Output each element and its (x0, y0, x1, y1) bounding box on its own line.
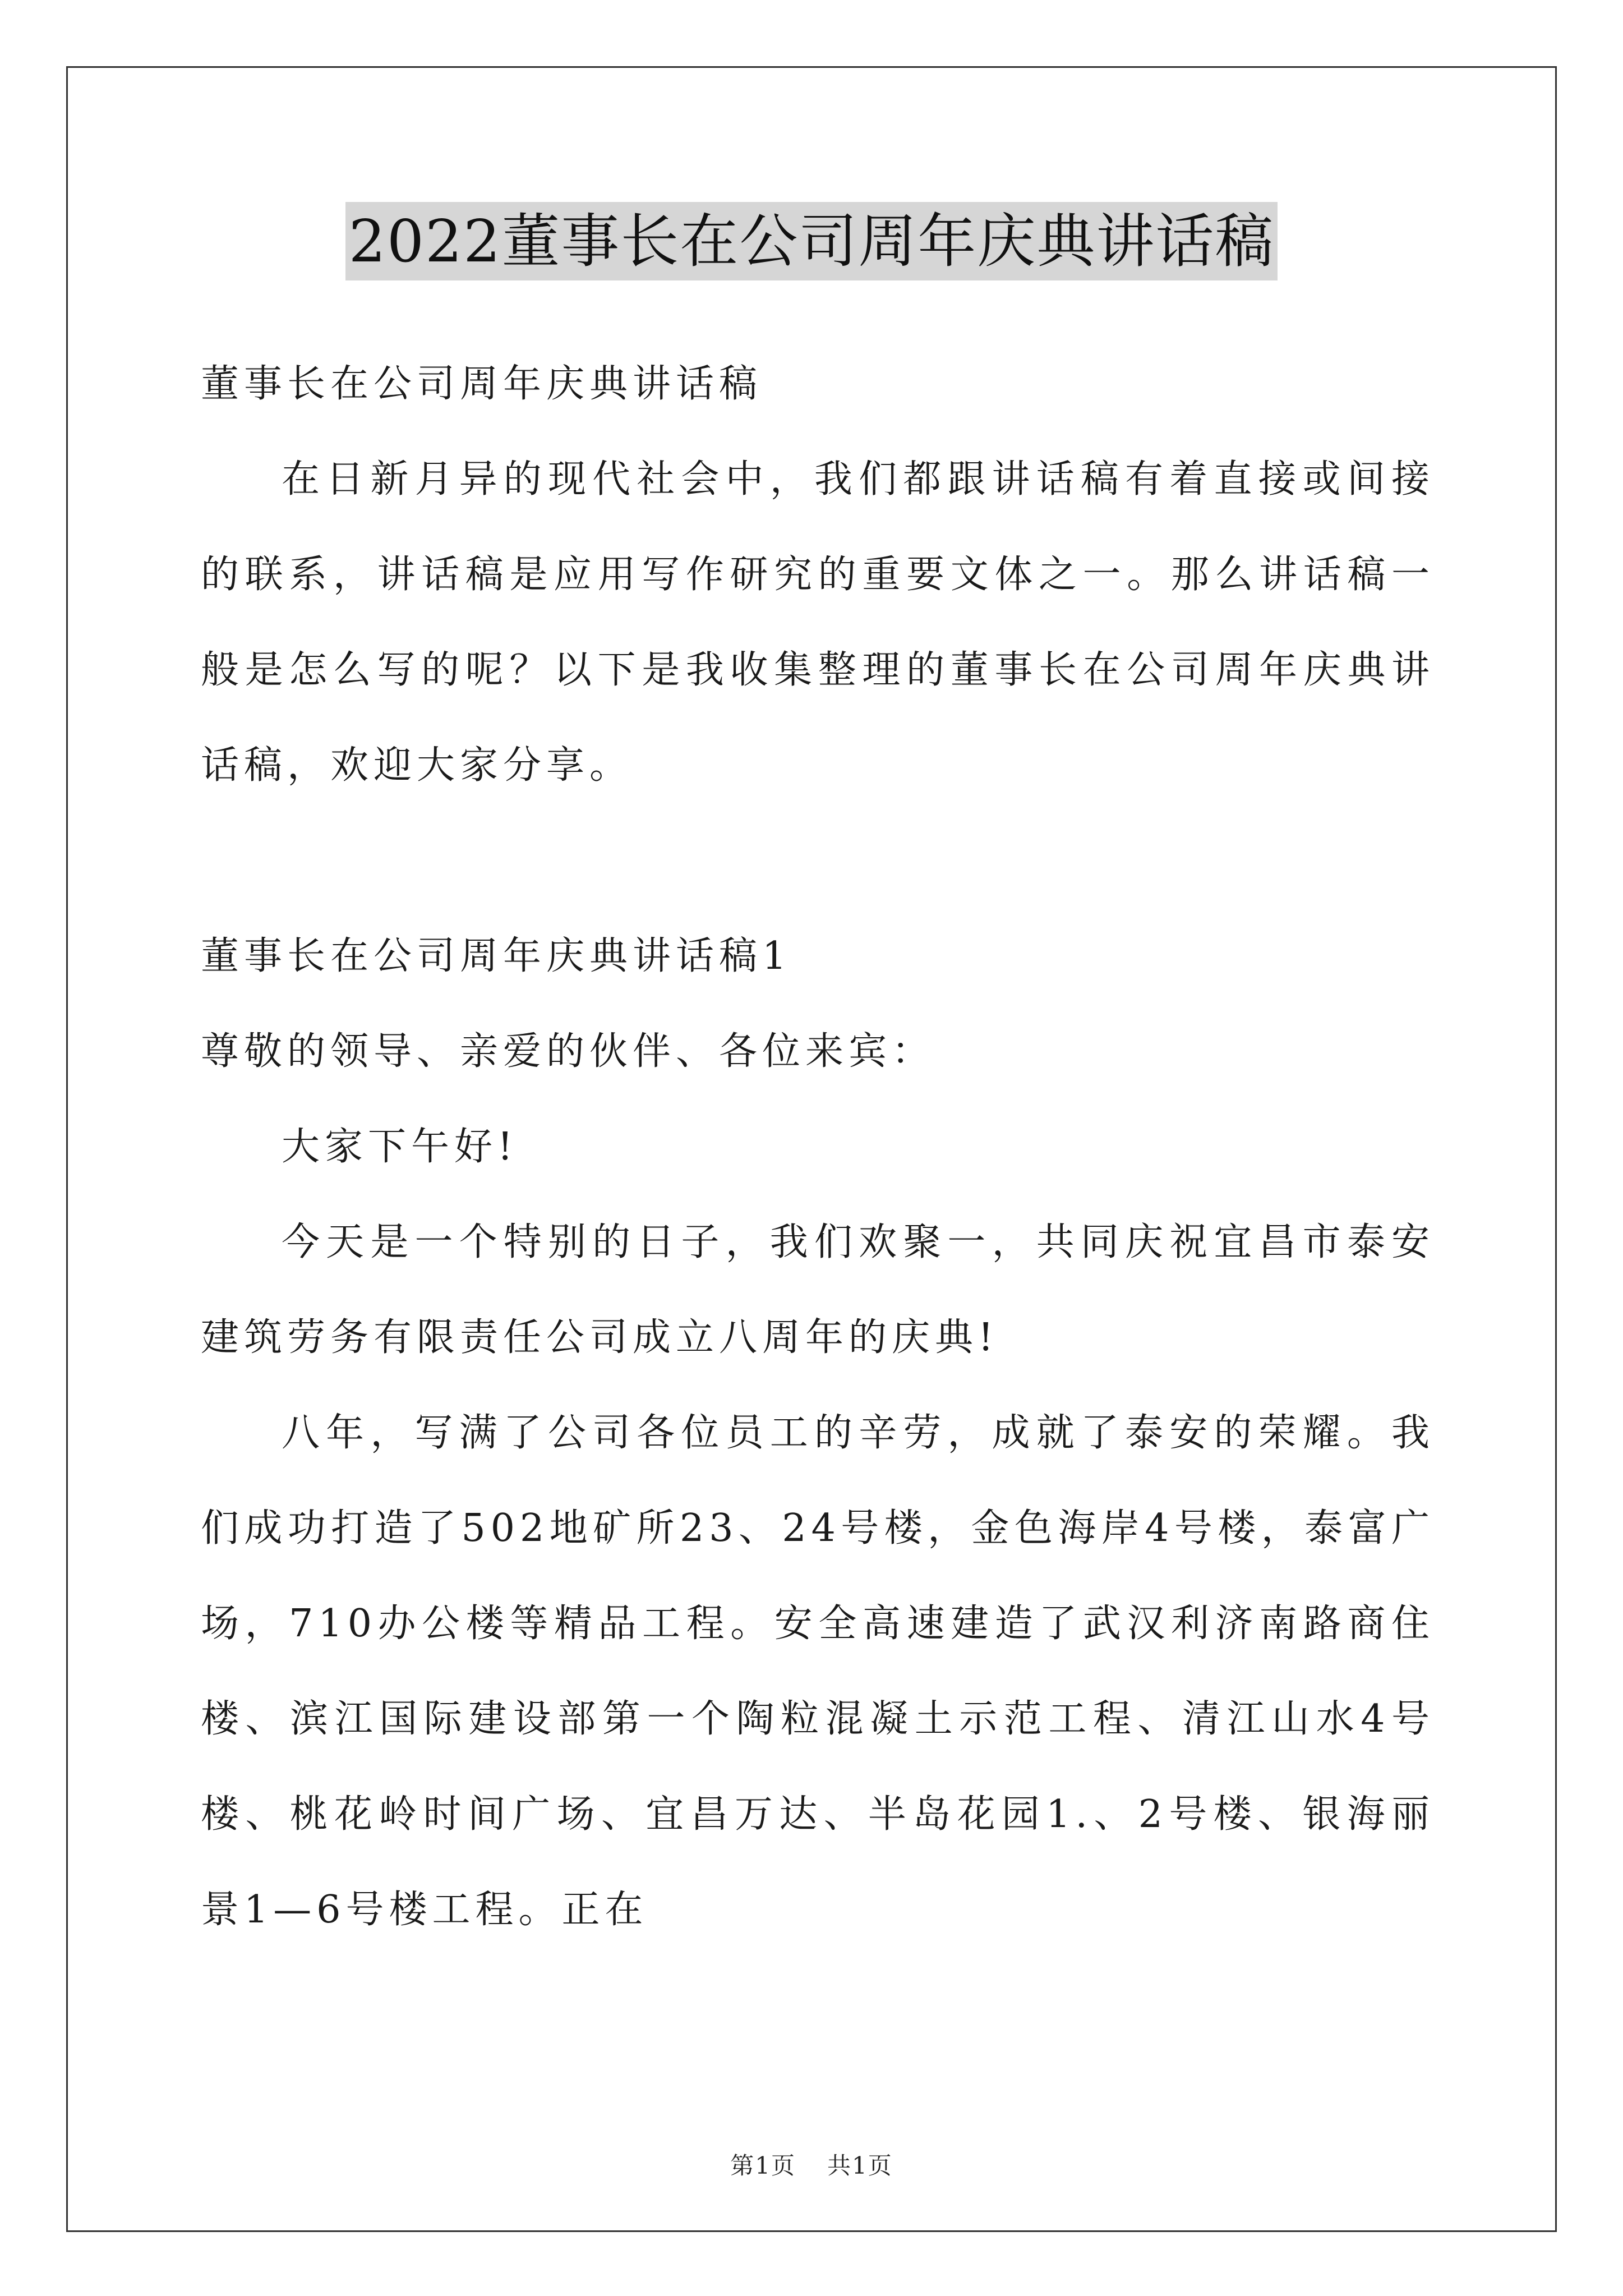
title-container (0, 202, 1623, 280)
document-title: 2022董事长在公司周年庆典讲话稿 (345, 202, 1278, 280)
page-total: 共1页 (827, 2152, 893, 2179)
salutation: 尊敬的领导、亲爱的伙伴、各位来宾： (201, 1029, 935, 1074)
greeting: 大家下午好! (282, 1125, 518, 1169)
document-body (201, 337, 1435, 1958)
page-footer (0, 2147, 1623, 2181)
body-paragraph: 八年，写满了公司各位员工的辛劳，成就了泰安的荣耀。我们成功打造了502地矿所23、24号楼，金色海岸4号楼，泰富广场，710办公楼等精品工程。安全高速建造了武汉利济南路商住楼、滨江国际建设部第一个陶粒混凝土示范工程、清江山水4号楼、桃花岭时间广场、宜昌万达、半岛花园1.、2号楼、银海丽景1—6号楼工程。正在 (201, 1411, 1435, 1932)
subtitle-paragraph: 董事长在公司周年庆典讲话稿 (201, 362, 763, 406)
page-number: 第1页 (730, 2152, 796, 2179)
intro-paragraph: 在日新月异的现代社会中，我们都跟讲话稿有着直接或间接的联系，讲话稿是应用写作研究的重要文体之一。那么讲话稿一般是怎么写的呢？以下是我收集整理的董事长在公司周年庆典讲话稿，欢迎大家分享。 (201, 457, 1435, 788)
body-paragraph: 今天是一个特别的日子，我们欢聚一，共同庆祝宜昌市泰安建筑劳务有限责任公司成立八周年的庆典! (201, 1220, 1435, 1360)
section-heading: 董事长在公司周年庆典讲话稿1 (201, 934, 792, 978)
